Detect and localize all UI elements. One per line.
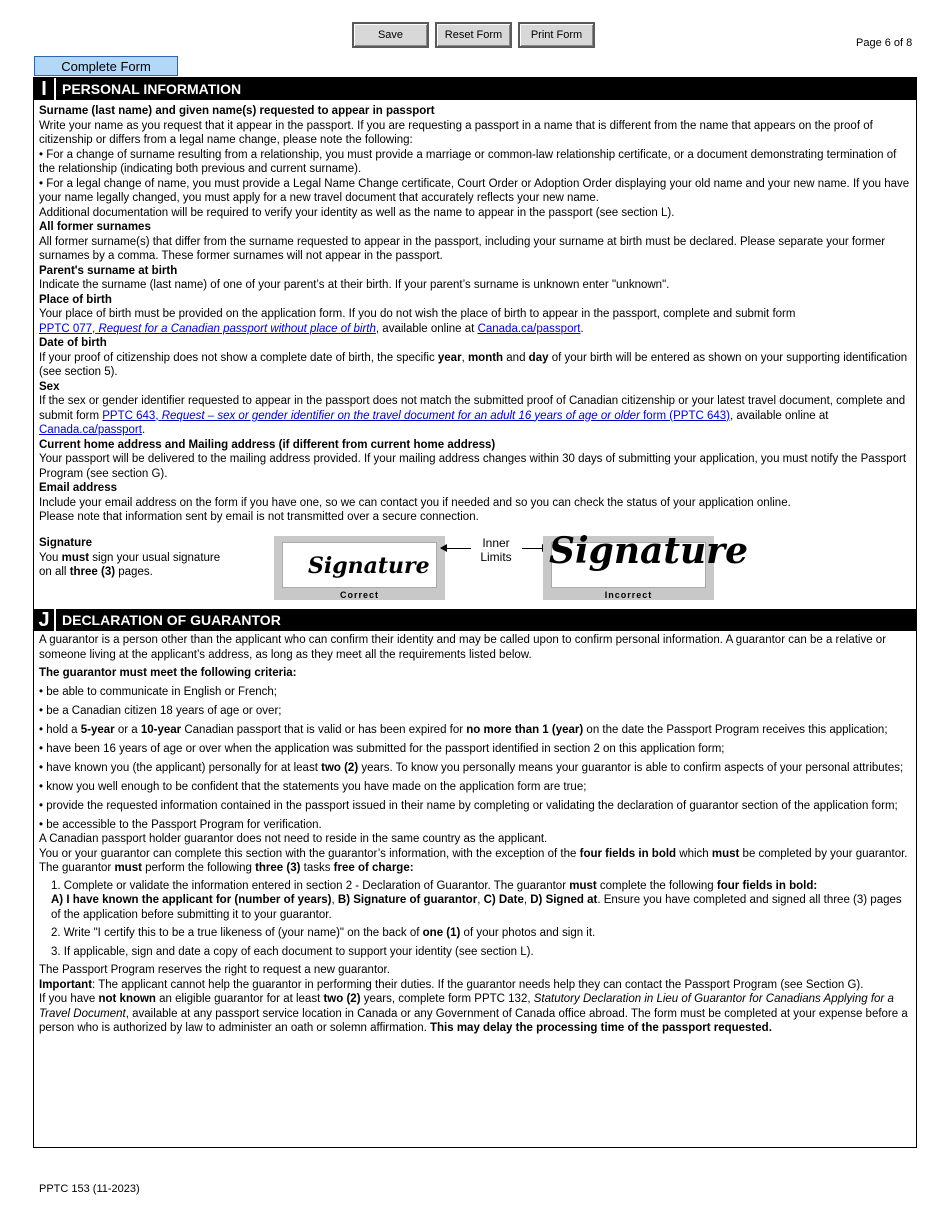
guarantor-fields-note: You or your guarantor can complete this section with the guarantor’s information, with the exception of the four fields in bold which must be completed by your guarantor.	[39, 847, 908, 860]
surname-heading: Surname (last name) and given name(s) requested to appear in passport	[39, 105, 435, 117]
sex-text: If the sex or gender identifier requested to appear in the passport does not match the submitted proof of Canadian citizenship or your latest travel document, complete and submit form PPTC 643, Request – sex or gender identifier on the travel document for an adult 16 years of age or older form (PPTC 643), available online at Canada.ca/passport.	[39, 395, 906, 436]
address-text: Your passport will be delivered to the mailing address provided. If your mailing address changes within 30 days of submitting your application, you must notify the Passport Program (see section G).	[39, 453, 907, 480]
former-surnames-text: All former surname(s) that differ from the surname requested to appear in the passport, including your surname at birth must be declared. Please separate your former surnames by a comma. These former surnames will not appear in the passport.	[39, 235, 886, 262]
form-frame	[33, 77, 917, 1148]
pptc-077-link[interactable]: PPTC 077, Request for a Canadian passport without place of birth	[39, 322, 376, 335]
section-title: PERSONAL INFORMATION	[62, 81, 242, 97]
canada-passport-link[interactable]: Canada.ca/passport	[39, 424, 142, 436]
sex-heading: Sex	[39, 380, 60, 393]
signature-heading: Signature	[39, 537, 93, 549]
section-i-content	[39, 104, 911, 525]
no-guarantor-note: If you have not known an eligible guarantor for at least two (2) years, complete form PPTC 132, Statutory Declaration in Lieu of Guarantor for Canadians Applying for a Travel Document, available at any passport service location in Canada or any Government of Canada office abroad. The form must be completed at your expense before a person who is authorized by law to administer an oath or solemn affirmation. This may delay the processing time of the passport requested.	[39, 993, 908, 1034]
date-of-birth-heading: Date of birth	[39, 337, 107, 349]
section-title: DECLARATION OF GUARANTOR	[62, 612, 281, 628]
reset-form-button[interactable]: Reset Form	[435, 22, 512, 48]
section-j-header	[34, 609, 916, 631]
section-letter: J	[34, 609, 56, 631]
list-item: • know you well enough to be confident that the statements you have made on the application form are true;	[39, 780, 587, 793]
pptc-643-link[interactable]: PPTC 643, Request – sex or gender identifier on the travel document for an adult 16 years of age or older form (PPTC 643)	[102, 409, 731, 422]
signature-area	[39, 530, 909, 606]
signature-instructions: Signature You must sign your usual signature on all three (3) pages.	[39, 537, 221, 578]
list-item: • be accessible to the Passport Program for verification.	[39, 818, 322, 831]
former-surnames-heading: All former surnames	[39, 221, 151, 233]
canada-passport-link[interactable]: Canada.ca/passport	[477, 322, 581, 335]
list-item: 3. If applicable, sign and date a copy of each document to support your identity (see section L).	[51, 945, 534, 958]
list-item: 2. Write "I certify this to be a true likeness of (your name)" on the back of one (1) of your photos and sign it.	[51, 927, 596, 939]
print-form-button[interactable]: Print Form	[518, 22, 595, 48]
email-heading: Email address	[39, 482, 117, 494]
guarantor-residence-note: A Canadian passport holder guarantor does not need to reside in the same country as the applicant.	[39, 833, 548, 845]
signature-sample: Signature	[549, 530, 749, 572]
parent-surname-text: Indicate the surname (last name) of one of your parent’s at their birth. If your parent’s surname is unknown enter "unknown".	[39, 279, 670, 291]
parent-surname-heading: Parent's surname at birth	[39, 264, 178, 277]
surname-additional: Additional documentation will be required to verify your identity as well as the name to appear in the passport (see section L).	[39, 206, 675, 219]
guarantor-tasks-list	[39, 879, 911, 960]
section-i-header	[34, 78, 916, 100]
email-security-note: Please note that information sent by email is not transmitted over a secure connection.	[39, 511, 479, 523]
list-item: • have been 16 years of age or over when the application was submitted for the passport identified in section 2 on this application form;	[39, 742, 725, 755]
guarantor-tasks-heading: The guarantor must perform the following three (3) tasks free of charge:	[39, 862, 414, 874]
save-button[interactable]: Save	[352, 22, 429, 48]
important-note: Important: The applicant cannot help the guarantor in performing their duties. If the guarantor needs help they can contact the Passport Program (see Section G).	[39, 978, 864, 991]
form-toolbar	[352, 22, 595, 48]
surname-bullet: • For a legal change of name, you must provide a Legal Name Change certificate, Court Order or Adoption Order displaying your old name and your new name. If you have your name legally changed, you must apply for a new travel document that accurately reflects your new name.	[39, 177, 910, 204]
inner-limits-label: Inner Limits	[480, 536, 512, 564]
complete-form-button[interactable]: Complete Form	[34, 56, 178, 76]
section-j-content	[39, 633, 911, 1036]
signature-correct-example	[274, 536, 445, 600]
email-text: Include your email address on the form if you have one, so we can contact you if needed and so you can check the status of your application online.	[39, 496, 791, 509]
form-id-footer: PPTC 153 (11-2023)	[39, 1183, 140, 1195]
arrow-right-icon	[522, 548, 544, 549]
signature-incorrect-example	[543, 530, 749, 600]
criteria-heading: The guarantor must meet the following criteria:	[39, 667, 297, 679]
new-guarantor-note: The Passport Program reserves the right to request a new guarantor.	[39, 964, 390, 976]
correct-caption: Correct	[339, 590, 379, 600]
list-item: • be a Canadian citizen 18 years of age or over;	[39, 704, 282, 717]
list-item: • provide the requested information contained in the passport issued in their name by completing or validating the declaration of guarantor section of the application form;	[39, 799, 898, 812]
date-of-birth-text: If your proof of citizenship does not show a complete date of birth, the specific year, month and day of your birth will be entered as shown on your supporting identification (see section 5).	[39, 351, 908, 378]
section-letter: I	[34, 78, 56, 100]
surname-bullet: • For a change of surname resulting from a relationship, you must provide a marriage or common-law relationship certificate, or a document demonstrating termination of the relationship (indicating both previous and current surname).	[39, 148, 897, 175]
place-of-birth-heading: Place of birth	[39, 293, 112, 306]
list-item: 1. Complete or validate the information entered in section 2 - Declaration of Guarantor. The guarantor must complete the following four fields in bold: A) I have known the applicant for (number of years), B) Signature of guarantor, C) Date, D) Signed at. Ensure you have completed and signed all three (3) pages of the application before submitting it to your guarantor.	[51, 879, 902, 921]
incorrect-caption: Incorrect	[604, 590, 653, 600]
address-heading: Current home address and Mailing address (if different from current home address)	[39, 438, 496, 451]
criteria-list	[39, 685, 911, 833]
signature-sample: Signature	[308, 553, 430, 579]
list-item: • have known you (the applicant) personally for at least two (2) years. To know you personally means your guarantor is able to confirm aspects of your personal attributes;	[39, 761, 904, 774]
guarantor-intro: A guarantor is a person other than the applicant who can confirm their identity and may be called upon to confirm personal information. A guarantor can be a relative or someone living at the applicant’s address, as long as they meet all the requirements listed below.	[39, 634, 887, 661]
surname-text: Write your name as you request that it appear in the passport. If you are requesting a passport in a name that is different from the name that appears on the proof of citizenship or differs from a legal name change, please note the following:	[39, 119, 873, 146]
place-of-birth-text: Your place of birth must be provided on the application form. If you do not wish the place of birth to appear in the passport, complete and submit form PPTC 077, Request for a Canadian passport without place of birth, available online at Canada.ca/passport.	[39, 308, 796, 335]
list-item: • be able to communicate in English or French;	[39, 685, 277, 698]
list-item: • hold a 5-year or a 10-year Canadian passport that is valid or has been expired for no more than 1 (year) on the date the Passport Program receives this application;	[39, 723, 888, 736]
page-number: Page 6 of 8	[856, 37, 913, 49]
